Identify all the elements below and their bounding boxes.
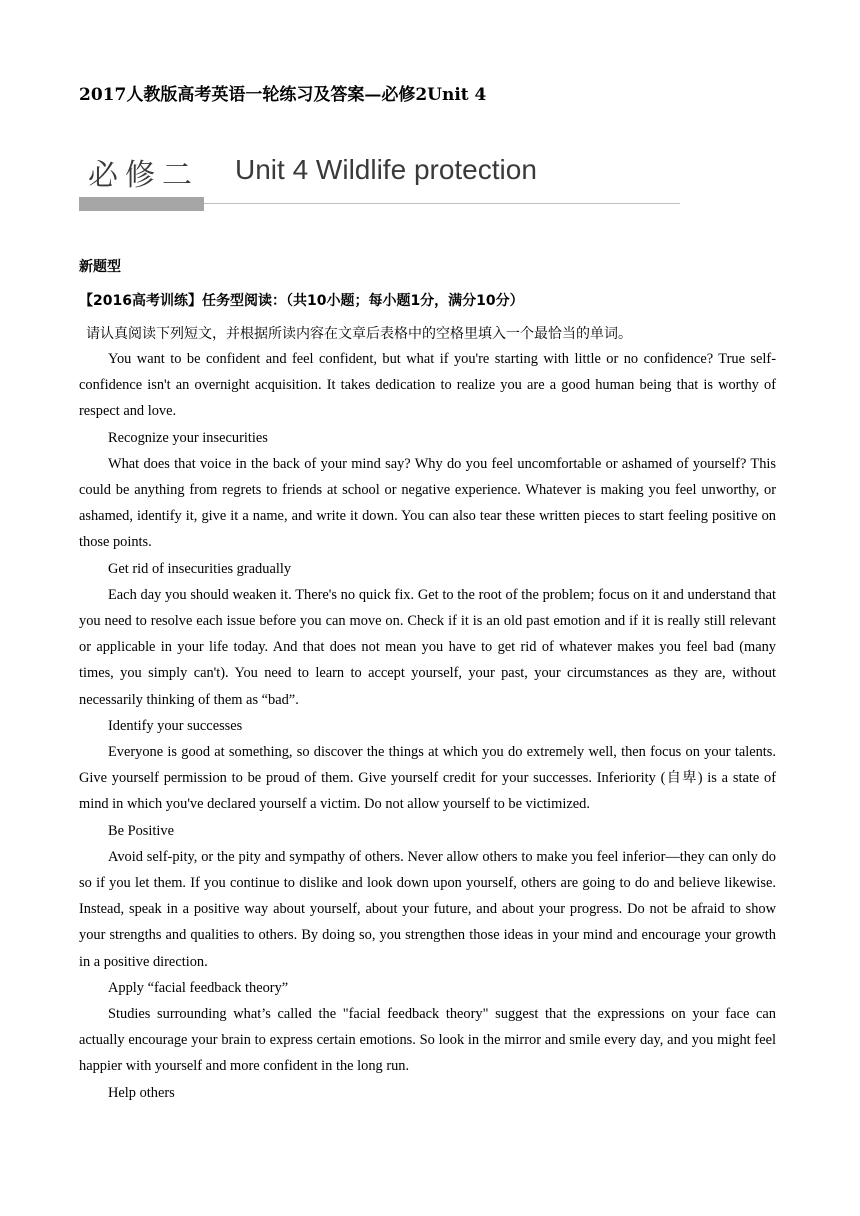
task-header: 【2016高考训练】任务型阅读：（共10小题；每小题1分，满分10分） (79, 293, 524, 309)
document-title: 2017人教版高考英语一轮练习及答案—必修2Unit 4 (79, 85, 487, 105)
passage-paragraph: What does that voice in the back of your mind say? Why do you feel uncomfortable or ashamed of yourself? This could be anything from regrets to friends at school or negative experience. Whatever is making you feel unworthy, or ashamed, identify it, give it a name, and write it down. You can also tear these written pieces to start feeling positive on those points. (79, 455, 776, 551)
passage-subheading: Identify your successes (108, 717, 243, 734)
passage-paragraph: Avoid self-pity, or the pity and sympathy of others. Never allow others to make you feel inferior—they can only do so if you let them. If you continue to dislike and look down upon yourself, others are going to do and believe likewise. Instead, speak in a positive way about yourself, about your future, and about your progress. Do not be afraid to show your strengths and qualities to others. By doing so, you strengthen those ideas in your mind and encourage your growth in a positive direction. (79, 848, 776, 970)
passage-subheading: Apply “facial feedback theory” (108, 979, 289, 996)
passage-subheading: Be Positive (108, 822, 174, 839)
passage-paragraph: You want to be confident and feel confident, but what if you're starting with little or no confidence? True self-confidence isn't an overnight acquisition. It takes dedication to realize you are a good human being that is worthy of respect and love. (79, 351, 776, 420)
passage-subheading: Recognize your insecurities (108, 429, 268, 446)
section-label: 新题型 (79, 259, 121, 275)
passage-subheading: Help others (108, 1084, 175, 1101)
banner-accent-bar (79, 197, 204, 211)
passage-paragraph: Everyone is good at something, so discover the things at which you do extremely well, then focus on your talents. Give yourself permission to be proud of them. Give yourself credit for your successes. Inferiority (自卑) is a state of mind in which you've declared yourself a victim. Do not allow yourself to be victimized. (79, 744, 776, 813)
unit-banner (79, 150, 681, 214)
passage-paragraph: Each day you should weaken it. There's no quick fix. Get to the root of the problem; focus on it and understand that you need to resolve each issue before you can move on. Check if it is an old past emotion and if it is really still relevant or applicable in your life today. And that does not mean you have to get rid of whatever makes you feel bad (many times, you simply can't). You need to learn to accept yourself, your past, your circumstances as they are, without necessarily thinking of them as “bad”. (79, 586, 776, 708)
banner-unit-title: Unit 4 Wildlife protection (235, 154, 537, 185)
banner-divider-line (204, 203, 680, 204)
passage-paragraph: Studies surrounding what’s called the "facial feedback theory" suggest that the expressions on your face can actually encourage your brain to express certain emotions. So look in the mirror and smile every day, and you might feel happier with yourself and more confident in the long run. (79, 1006, 776, 1075)
passage-subheading: Get rid of insecurities gradually (108, 560, 292, 577)
banner-book-label: 必修二 (88, 158, 199, 193)
reading-passage (79, 346, 776, 1106)
task-instruction: 请认真阅读下列短文，并根据所读内容在文章后表格中的空格里填入一个最恰当的单词。 (86, 326, 632, 342)
